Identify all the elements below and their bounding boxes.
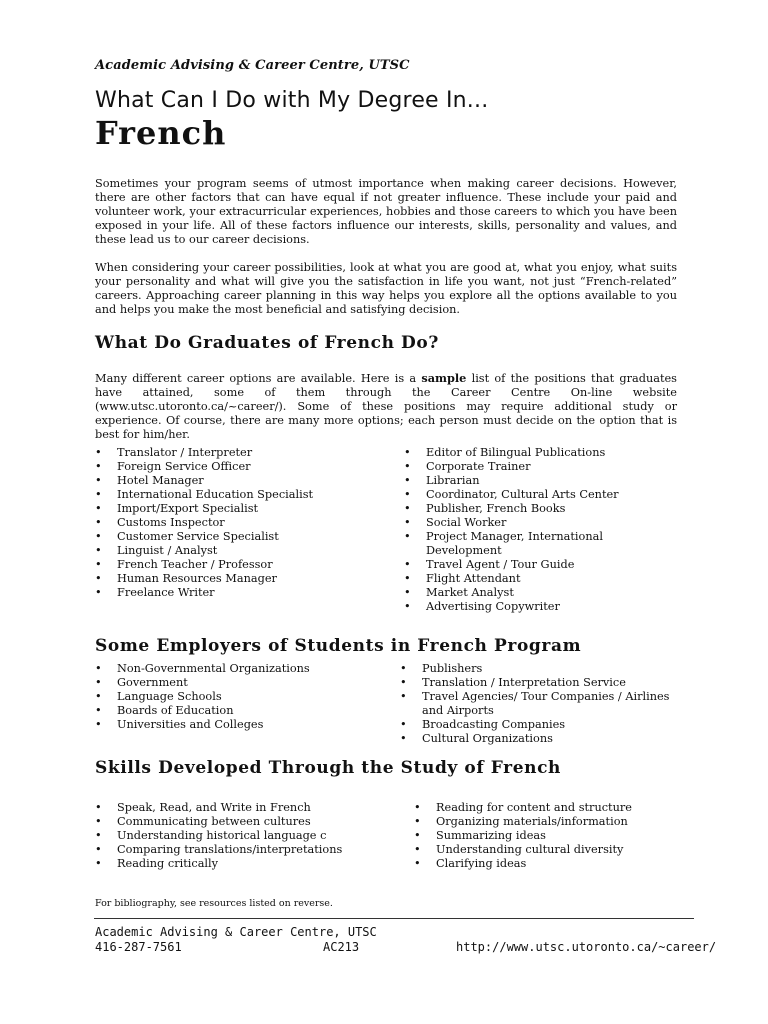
list-item: • Publisher, French Books [404,502,674,516]
list-item: • Customs Inspector [95,516,385,530]
skills-list-right [414,801,674,871]
list-item: • Language Schools [95,690,385,704]
footer-code: AC213 [323,940,360,954]
list-item: • Non-Governmental Organizations [95,662,385,676]
intro-paragraph-2: When considering your career possibilities, look at what you are good at, what you enjoy, what suits your personality and what will give you the satisfaction in life you want, not just “French-related” careers. Approaching career planning in this way helps you explore all the options available to you and helps you make the most beneficial and satisfying decision. [95,261,677,316]
list-item: • Publishers [400,662,670,676]
list-item: • Summarizing ideas [414,829,674,843]
list-item: • Speak, Read, and Write in French [95,801,395,815]
employers-list-right [400,662,670,746]
list-item: • Translator / Interpreter [95,446,385,460]
list-item: • Government [95,676,385,690]
list-item: • Librarian [404,474,674,488]
list-item: • Market Analyst [404,586,674,600]
intro-paragraph-1: Sometimes your program seems of utmost importance when making career decisions. However, there are other factors that can have equal if not greater influence. These include your paid and volunteer work, your extracurricular experiences, hobbies and those careers to which you have been exposed in your life. All of these factors influence our interests, skills, personality and values, and these lead us to our career decisions. [95,177,677,246]
graduates-list-right [404,446,674,614]
list-item: • Import/Export Specialist [95,502,385,516]
list-item: • Project Manager, International Development [404,530,674,558]
list-item: • Broadcasting Companies [400,718,670,732]
list-item: • Hotel Manager [95,474,385,488]
list-item: • Understanding cultural diversity [414,843,674,857]
list-item: • Advertising Copywriter [404,600,674,614]
list-item: • Editor of Bilingual Publications [404,446,674,460]
list-item: • Social Worker [404,516,674,530]
list-item: • Understanding historical language c [95,829,395,843]
footer-divider [94,918,694,919]
footer-url: http://www.utsc.utoronto.ca/~career/ [456,940,717,954]
list-item: • Universities and Colleges [95,718,385,732]
list-item: • Reading for content and structure [414,801,674,815]
list-item: • Freelance Writer [95,586,385,600]
degree-subject: French [95,114,227,152]
list-item: • Clarifying ideas [414,857,674,871]
list-item: • Flight Attendant [404,572,674,586]
employers-list-left [95,662,385,732]
org-header: Academic Advising & Career Centre, UTSC [95,58,410,73]
graduates-intro-text-2: list of the positions that graduates have attained, some of them through the Career Centre On-line website (www.utsc.utoronto.ca/~career/). Some of these positions may require additional study or experience. Of course, there are many more options; each person must decide on the option that is best for him/her. [95,372,677,441]
graduates-heading: What Do Graduates of French Do? [95,333,439,353]
graduates-intro-text-1: Many different career options are available. Here is a [95,372,422,385]
graduates-intro [95,371,677,442]
list-item: • Corporate Trainer [404,460,674,474]
bibliography-note: For bibliography, see resources listed on reverse. [95,898,333,909]
footer-org: Academic Advising & Career Centre, UTSC [95,925,377,939]
list-item: • Linguist / Analyst [95,544,385,558]
list-item: • Foreign Service Officer [95,460,385,474]
graduates-list-left [95,446,385,600]
list-item: • Travel Agent / Tour Guide [404,558,674,572]
list-item: • French Teacher / Professor [95,558,385,572]
list-item: • International Education Specialist [95,488,385,502]
skills-heading: Skills Developed Through the Study of French [95,758,562,778]
list-item: • Comparing translations/interpretations [95,843,395,857]
graduates-intro-bold: sample [421,371,467,385]
list-item: • Human Resources Manager [95,572,385,586]
footer-phone: 416-287-7561 [95,940,182,954]
list-item: • Boards of Education [95,704,385,718]
list-item: • Translation / Interpretation Service [400,676,670,690]
list-item: • Organizing materials/information [414,815,674,829]
skills-list-left [95,801,395,871]
list-item: • Communicating between cultures [95,815,395,829]
list-item: • Coordinator, Cultural Arts Center [404,488,674,502]
list-item: • Reading critically [95,857,395,871]
list-item: • Cultural Organizations [400,732,670,746]
employers-heading: Some Employers of Students in French Program [95,636,582,656]
document-title: What Can I Do with My Degree In... [95,88,489,113]
list-item: • Customer Service Specialist [95,530,385,544]
list-item: • Travel Agencies/ Tour Companies / Airlines and Airports [400,690,670,718]
